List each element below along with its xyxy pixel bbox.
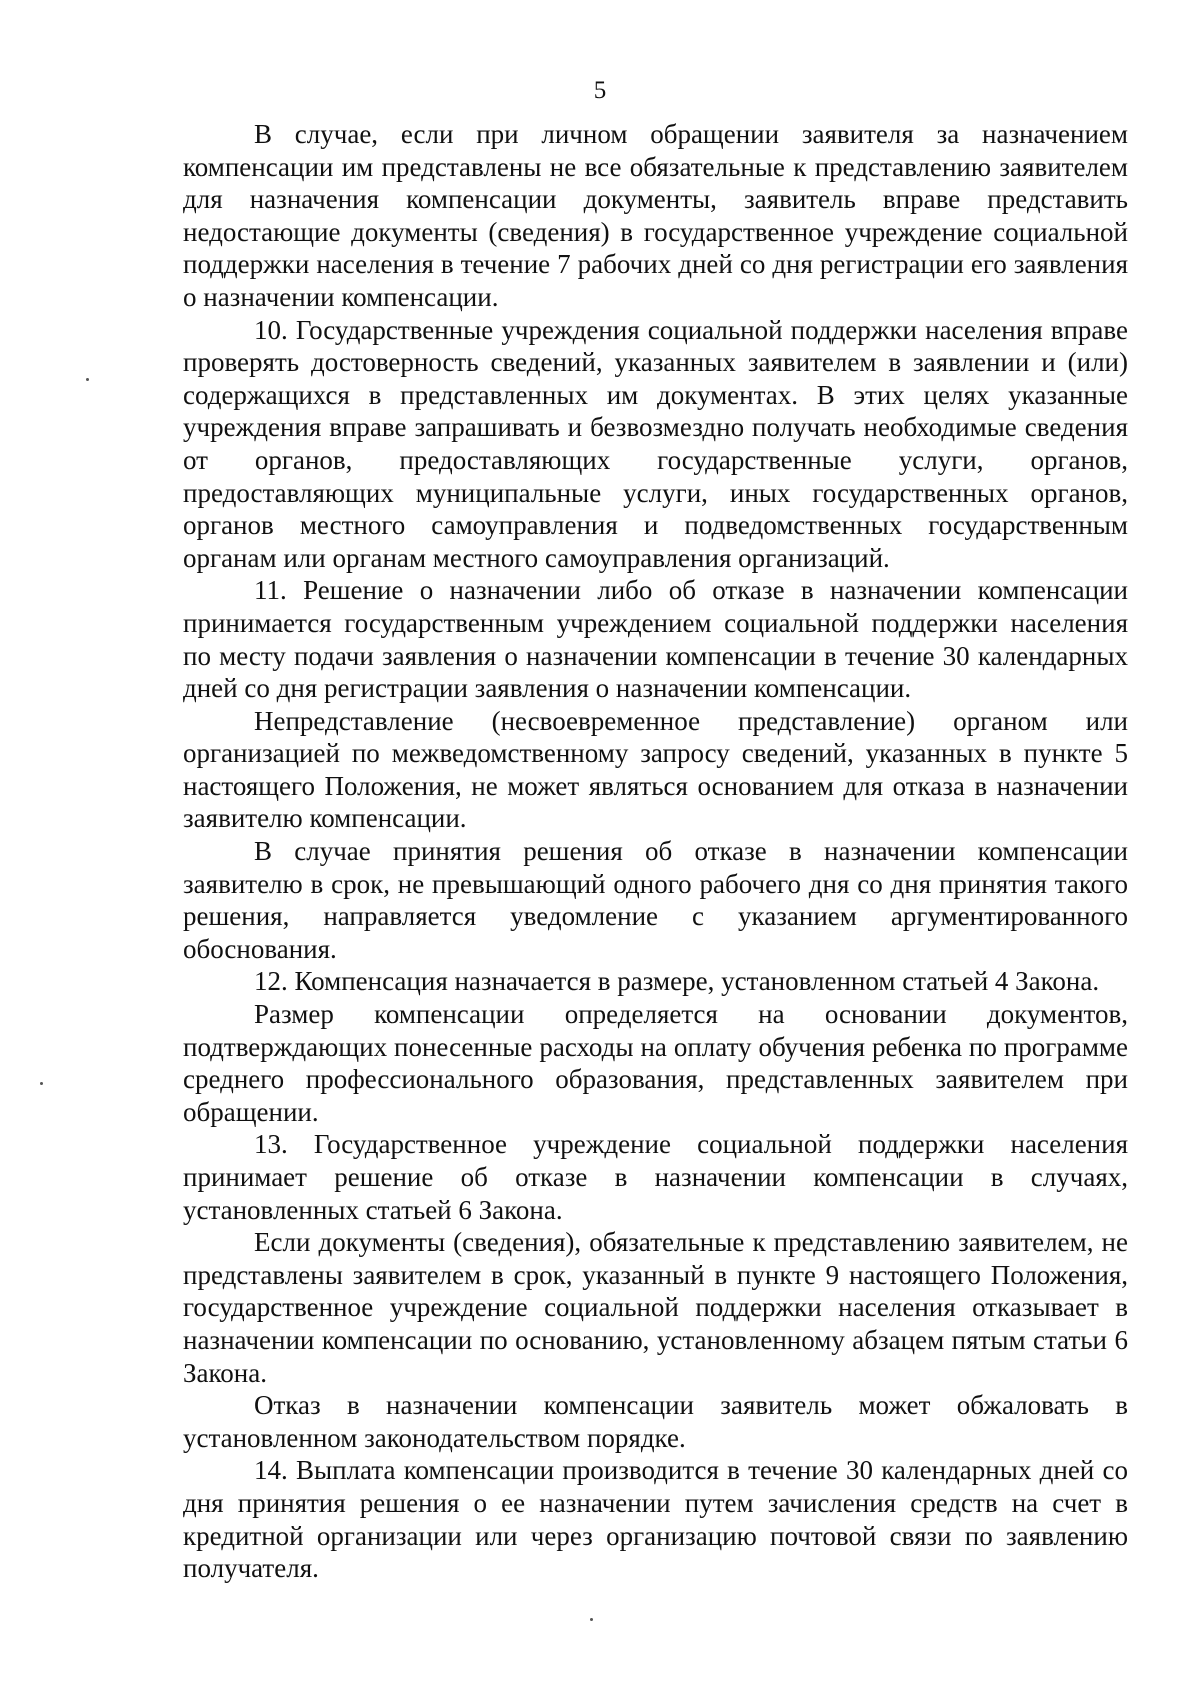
scan-speck: [40, 1082, 43, 1085]
paragraph: В случае, если при личном обращении заявителя за назначением компенсации им представлены не все обязательные к представлению заявителем для назначения компенсации документы, заявитель вправе представить недостающие документы (сведения) в государственное учреждение социальной поддержки населения в течение 7 рабочих дней со дня регистрации его заявления о назначении компенсации.: [183, 119, 1128, 312]
paragraph: В случае принятия решения об отказе в назначении компенсации заявителю в срок, не превышающий одного рабочего дня со дня принятия такого решения, направляется уведомление с указанием аргументированного обоснования.: [183, 836, 1128, 964]
scan-speck: [86, 378, 89, 381]
paragraph: 14. Выплата компенсации производится в течение 30 календарных дней со дня принятия решения о ее назначении путем зачисления средств на счет в кредитной организации или через организацию почтовой связи по заявлению получателя.: [183, 1455, 1128, 1584]
page-number: 5: [593, 77, 607, 104]
paragraph: Если документы (сведения), обязательные к представлению заявителем, не представлены заявителем в срок, указанный в пункте 9 настоящего Положения, государственное учреждение социальной поддержки населения отказывает в назначении компенсации по основанию, установленному абзацем пятым статьи 6 Закона.: [183, 1227, 1128, 1388]
document-body: [183, 118, 1128, 1585]
paragraph: Размер компенсации определяется на основании документов, подтверждающих понесенные расходы на оплату обучения ребенка по программе среднего профессионального образования, представленных заявителем при обращении.: [183, 999, 1128, 1127]
paragraph: Отказ в назначении компенсации заявитель может обжаловать в установленном законодательством порядке.: [183, 1390, 1128, 1453]
paragraph: Непредставление (несвоевременное представление) органом или организацией по межведомственному запросу сведений, указанных в пункте 5 настоящего Положения, не может являться основанием для отказа в назначении заявителю компенсации.: [183, 705, 1128, 834]
scan-speck: [590, 1618, 593, 1621]
paragraph: 10. Государственные учреждения социальной поддержки населения вправе проверять достоверность сведений, указанных заявителем в заявлении и (или) содержащихся в представленных им документах. В этих целях указанные учреждения вправе запрашивать и безвозмездно получать необходимые сведения от органов, предоставляющих государственные услуги, органов, предоставляющих муниципальные услуги, иных государственных органов, органов местного самоуправления и подведомственных государственным органам или органам местного самоуправления организаций.: [183, 314, 1128, 573]
paragraph: 11. Решение о назначении либо об отказе в назначении компенсации принимается государственным учреждением социальной поддержки населения по месту подачи заявления о назначении компенсации в течение 30 календарных дней со дня регистрации заявления о назначении компенсации.: [183, 575, 1128, 704]
paragraph: 12. Компенсация назначается в размере, установленном статьей 4 Закона.: [254, 966, 1100, 997]
paragraph: 13. Государственное учреждение социальной поддержки населения принимает решение об отказе в назначении компенсации в случаях, установленных статьей 6 Закона.: [183, 1129, 1128, 1225]
